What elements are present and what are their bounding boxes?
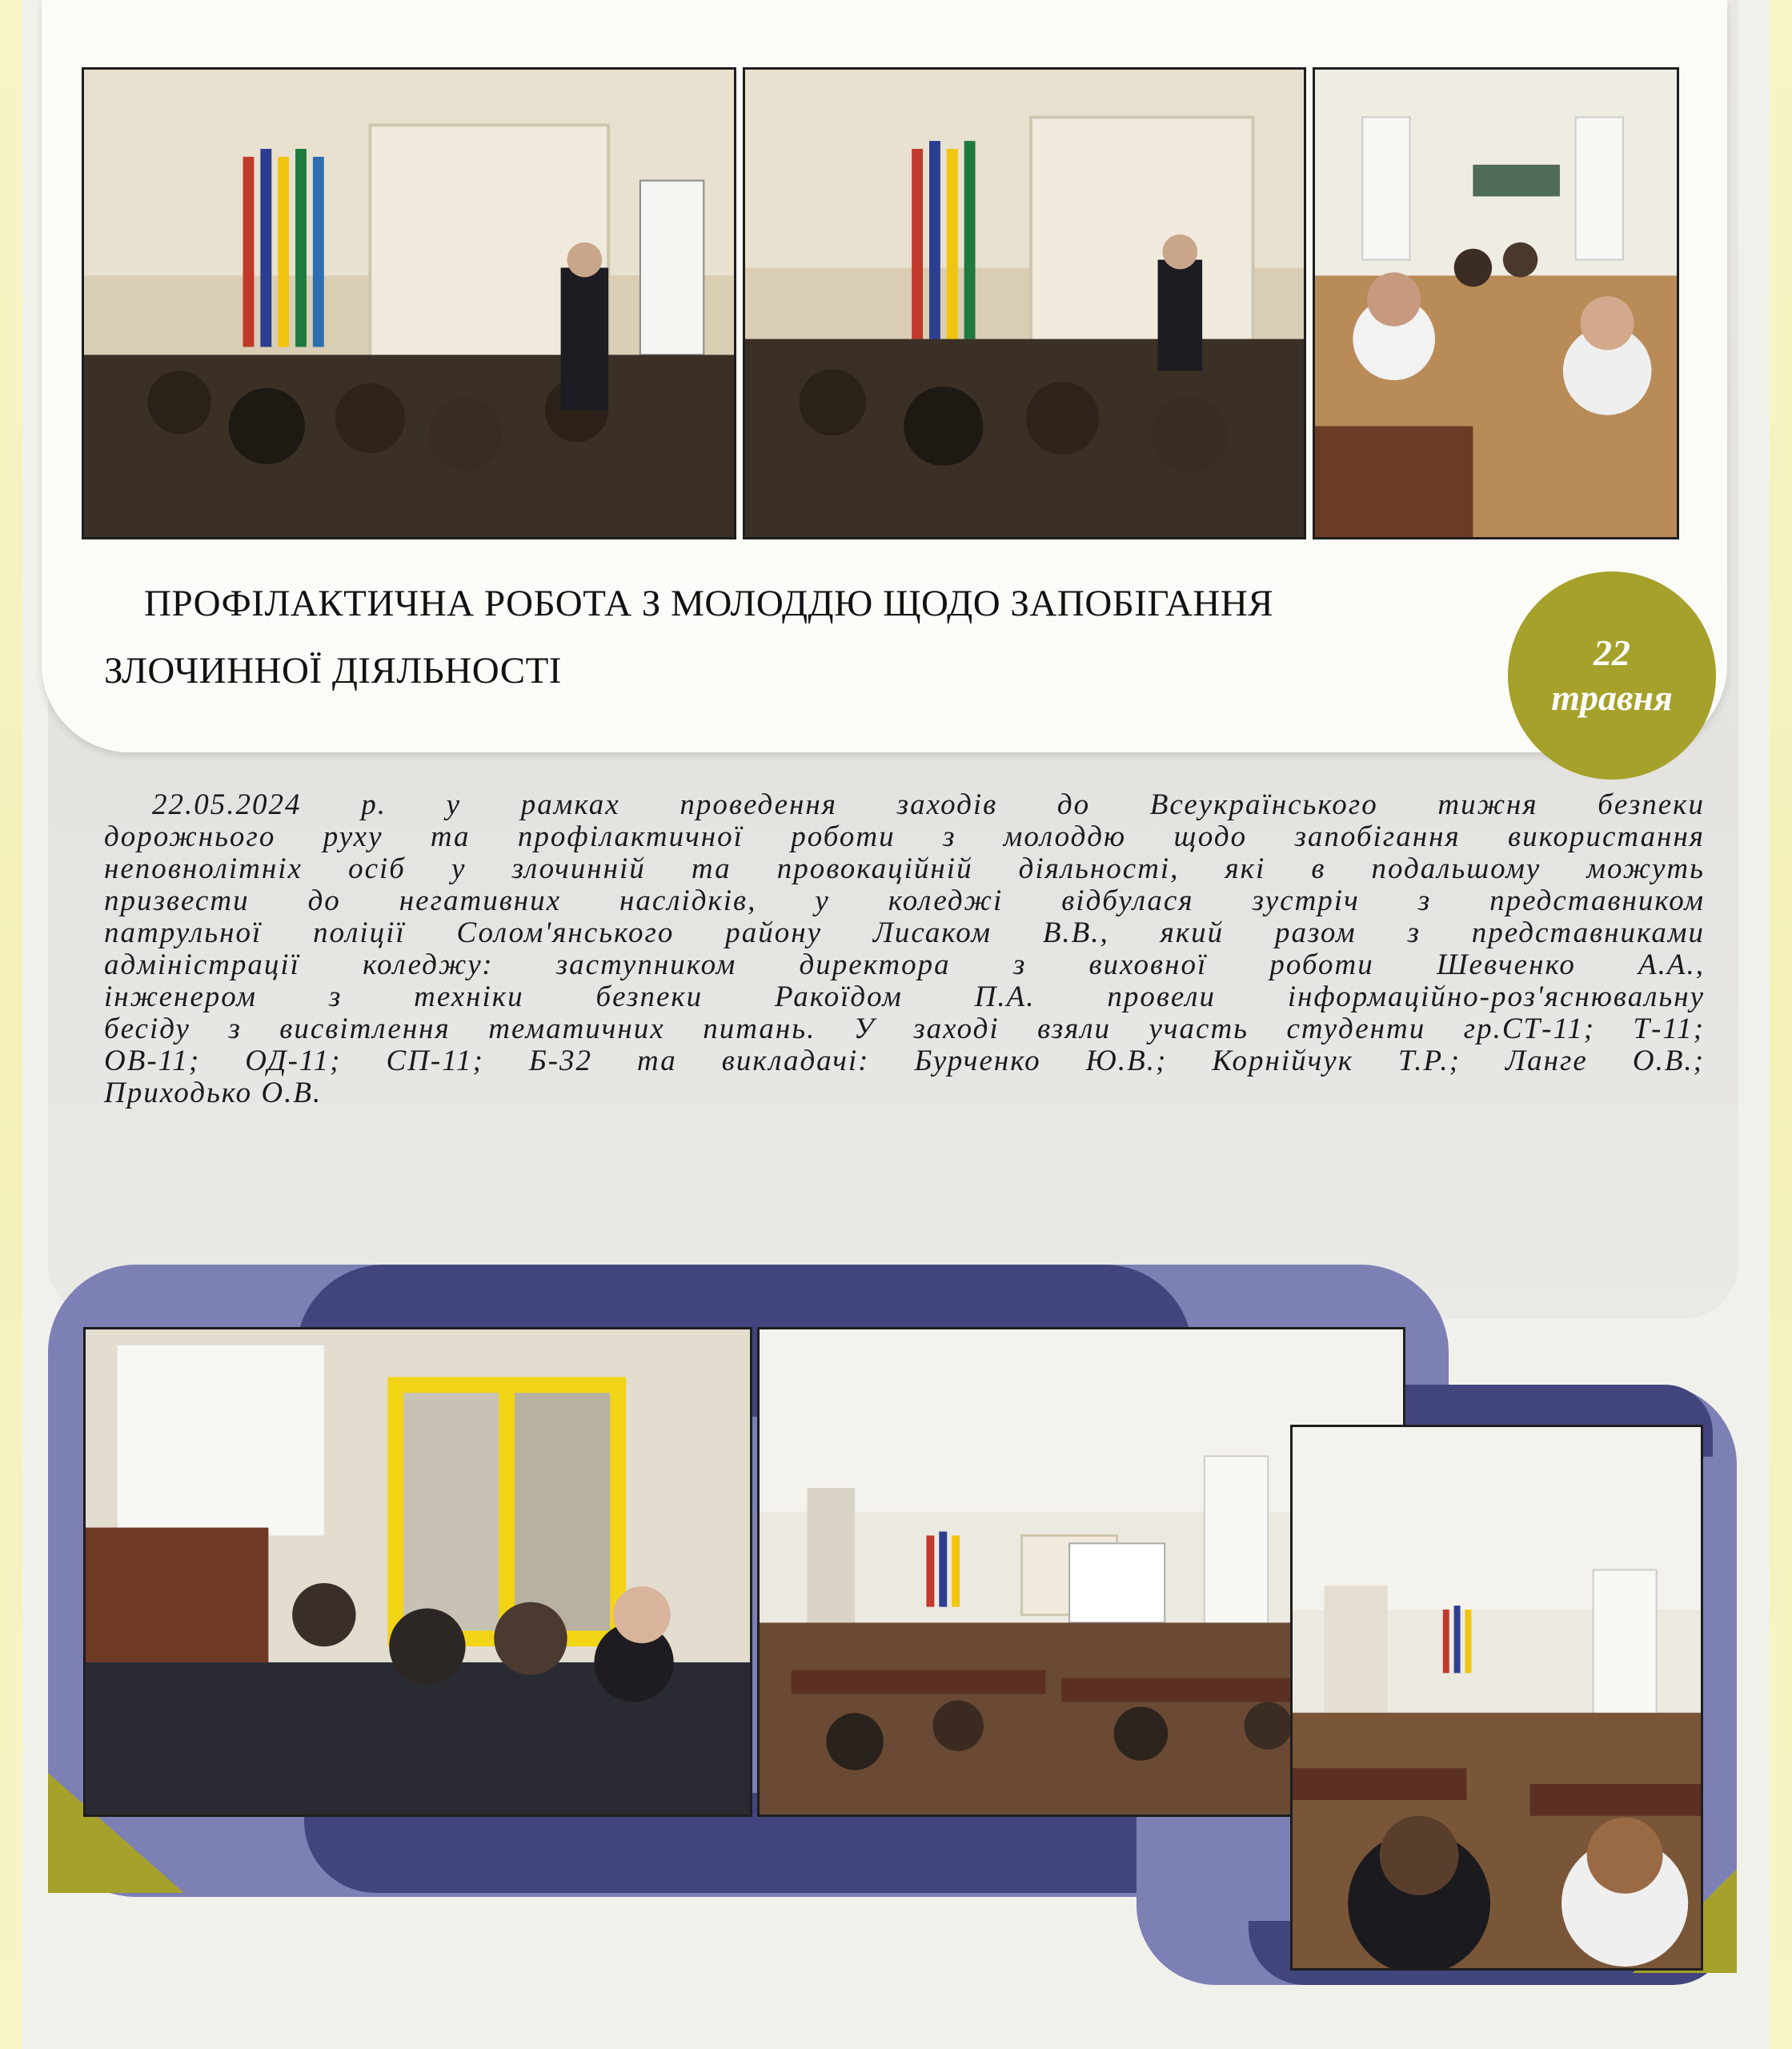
- right-yellow-border: [1770, 0, 1792, 2049]
- left-yellow-border: [0, 0, 22, 2049]
- body-line: патрульної поліції Солом'янського району Лисаком В.В., який разом з представниками: [104, 916, 1705, 949]
- heading-line-1: ПРОФІЛАКТИЧНА РОБОТА З МОЛОДДЮ ЩОДО ЗАПОБІГАННЯ: [144, 583, 1274, 624]
- event-description: [104, 789, 1705, 1109]
- date-badge: [1508, 571, 1716, 780]
- body-line: 22.05.2024 р. у рамках проведення заходів до Всеукраїнського тижня безпеки: [152, 788, 1705, 821]
- date-day: 22: [1594, 632, 1630, 673]
- photo-students-hall: [1313, 67, 1679, 539]
- body-line: неповнолітніх осіб у злочинній та провокаційній діяльності, які в подальшому можуть: [104, 852, 1705, 885]
- body-line: дорожнього руху та профілактичної роботи з молоддю щодо запобігання використання: [104, 820, 1705, 853]
- body-line: адміністрації коледжу: заступником директора з виховної роботи Шевченко А.А.,: [104, 948, 1705, 981]
- body-line: призвести до негативних наслідків, у коледжі відбулася зустріч з представником: [104, 884, 1705, 917]
- photo-police-lecture-2: [743, 67, 1306, 539]
- body-line: інженером з техніки безпеки Ракоїдом П.А. провели інформаційно-роз'яснювальну: [104, 980, 1705, 1013]
- page-heading: [104, 570, 1529, 704]
- photo-students-showcase: [83, 1327, 752, 1817]
- body-line: ОВ-11; ОД-11; СП-11; Б-32 та викладачі: Бурченко Ю.В.; Корнійчук Т.Р.; Ланге О.В.;: [104, 1045, 1705, 1077]
- body-line: Приходько О.В.: [104, 1077, 323, 1109]
- date-month: травня: [1551, 677, 1673, 718]
- photo-lecture-hall-rear: [1290, 1425, 1703, 1971]
- photo-police-lecture-1: [82, 67, 736, 539]
- body-line: бесіду з висвітлення тематичних питань. У заході взяли участь студенти гр.СТ-11; Т-11;: [104, 1012, 1705, 1045]
- heading-line-2: ЗЛОЧИННОЇ ДІЯЛЬНОСТІ: [104, 650, 562, 692]
